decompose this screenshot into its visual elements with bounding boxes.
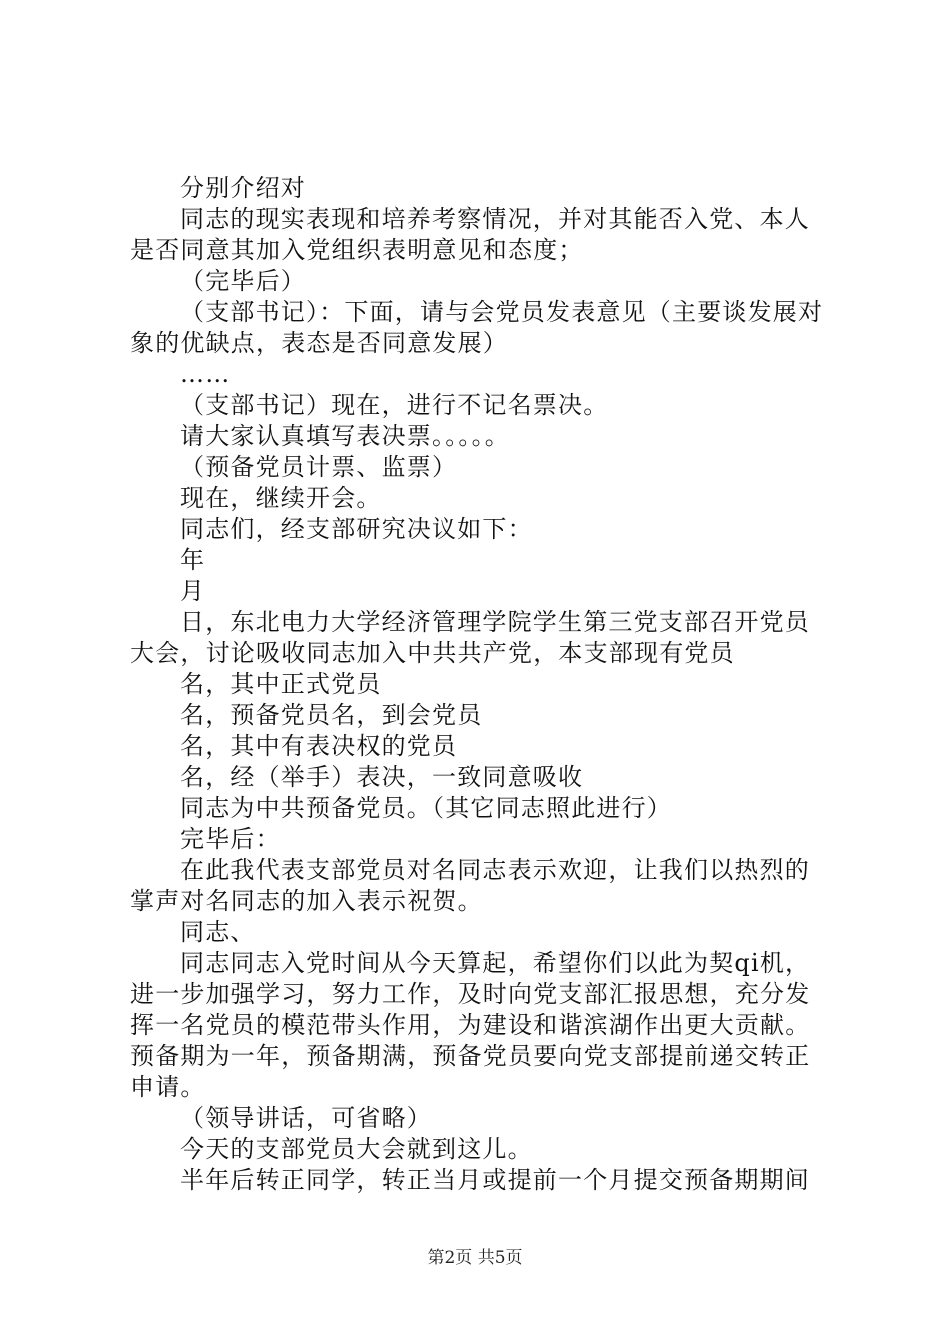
paragraph: 名，预备党员名，到会党员 xyxy=(180,701,483,729)
paragraph: 同志为中共预备党员。（其它同志照此进行） xyxy=(180,794,672,822)
paragraph: （预备党员计票、监票） xyxy=(180,453,458,481)
paragraph: 同志、 xyxy=(180,918,256,946)
document-body xyxy=(130,173,835,1196)
paragraph: 半年后转正同学，转正当月或提前一个月提交预备期期间 xyxy=(180,1166,810,1194)
paragraph: 名，其中有表决权的党员 xyxy=(180,732,458,760)
paragraph: 日，东北电力大学经济管理学院学生第三党支部召开党员大会，讨论吸收同志加入中共共产党，本支部现有党员 xyxy=(130,608,810,667)
paragraph: 名，经（举手）表决，一致同意吸收 xyxy=(180,763,584,791)
paragraph: 在此我代表支部党员对名同志表示欢迎，让我们以热烈的掌声对名同志的加入表示祝贺。 xyxy=(130,856,810,915)
page-number-footer: 第2页 共5页 xyxy=(427,1248,523,1268)
paragraph: 年 xyxy=(180,546,206,574)
paragraph: 名，其中正式党员 xyxy=(180,670,382,698)
paragraph: 同志同志入党时间从今天算起，希望你们以此为契qi机，进一步加强学习，努力工作，及时向党支部汇报思想，充分发挥一名党员的模范带头作用，为建设和谐滨湖作出更大贡献。预备期为一年，预备期满，预备党员要向党支部提前递交转正申请。 xyxy=(130,949,811,1101)
paragraph: 今天的支部党员大会就到这儿。 xyxy=(180,1135,533,1163)
paragraph: （支部书记）现在，进行不记名票决。 xyxy=(180,391,609,419)
paragraph: （完毕后） xyxy=(180,267,306,295)
paragraph: 现在，继续开会。 xyxy=(180,484,382,512)
paragraph: 同志的现实表现和培养考察情况，并对其能否入党、本人是否同意其加入党组织表明意见和态度； xyxy=(130,205,810,264)
paragraph: 分别介绍对 xyxy=(180,174,306,202)
paragraph: （领导讲话，可省略） xyxy=(180,1104,432,1132)
paragraph: 请大家认真填写表决票。。。。。 xyxy=(180,422,510,450)
paragraph: 完毕后： xyxy=(180,825,281,853)
paragraph: …… xyxy=(180,360,231,388)
paragraph: 同志们，经支部研究决议如下： xyxy=(180,515,533,543)
paragraph: 月 xyxy=(180,577,206,605)
paragraph: （支部书记）：下面，请与会党员发表意见（主要谈发展对象的优缺点，表态是否同意发展） xyxy=(130,298,824,357)
